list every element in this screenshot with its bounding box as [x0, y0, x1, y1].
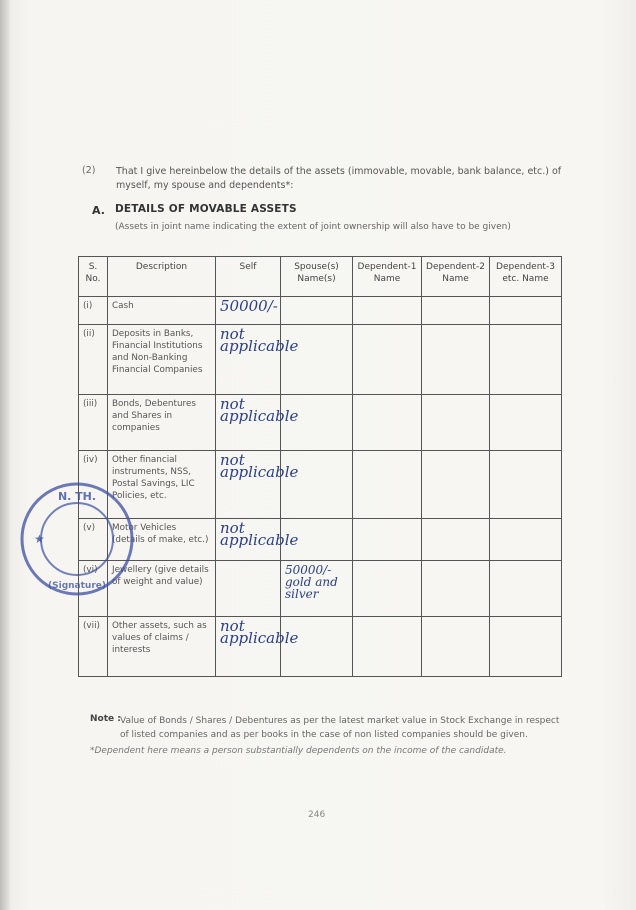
- cell-dependent-1: [353, 395, 422, 451]
- official-stamp: [18, 480, 136, 598]
- cell-self-handwritten: not applicable: [216, 325, 281, 395]
- para-number: (2): [82, 165, 96, 176]
- cell-spouse: [281, 451, 353, 519]
- cell-dependent-2: [422, 451, 490, 519]
- section-letter: A.: [92, 204, 105, 217]
- cell-description: Cash: [108, 297, 216, 325]
- section-note: (Assets in joint name indicating the extent of joint ownership will also have to be given): [115, 222, 511, 232]
- cell-description: Other assets, such as values of claims / interests: [108, 617, 216, 677]
- cell-dependent-2: [422, 395, 490, 451]
- cell-sno: (iii): [79, 395, 108, 451]
- cell-description: Jewellery (give details of weight and value): [108, 561, 216, 617]
- note-label: Note :: [90, 714, 121, 724]
- header-sno: S. No.: [79, 257, 108, 297]
- cell-self-handwritten: 50000/-: [216, 297, 281, 325]
- table-header-row: [79, 257, 562, 297]
- cell-spouse-handwritten: 50000/- gold and silver: [281, 561, 353, 617]
- cell-dependent-3: [490, 325, 562, 395]
- cell-self-handwritten: not applicable: [216, 519, 281, 561]
- cell-dependent-2: [422, 519, 490, 561]
- cell-dependent-1: [353, 451, 422, 519]
- cell-spouse: [281, 325, 353, 395]
- cell-dependent-2: [422, 617, 490, 677]
- header-dependent-2: Dependent-2 Name: [422, 257, 490, 297]
- cell-dependent-2: [422, 325, 490, 395]
- cell-sno: (ii): [79, 325, 108, 395]
- page-binding-edge: [0, 0, 10, 910]
- cell-self-handwritten: [216, 561, 281, 617]
- section-title: DETAILS OF MOVABLE ASSETS: [115, 203, 297, 215]
- header-description: Description: [108, 257, 216, 297]
- cell-sno: (vi): [79, 561, 108, 617]
- cell-description: Other financial instruments, NSS, Postal Savings, LIC Policies, etc.: [108, 451, 216, 519]
- footnote: *Dependent here means a person substantially dependents on the income of the candidate.: [90, 746, 507, 756]
- cell-self-handwritten: not applicable: [216, 395, 281, 451]
- header-dependent-3: Dependent-3 etc. Name: [490, 257, 562, 297]
- cell-dependent-1: [353, 561, 422, 617]
- cell-dependent-1: [353, 617, 422, 677]
- cell-spouse: [281, 297, 353, 325]
- table-row: [79, 297, 562, 325]
- star-icon: ★: [34, 532, 45, 546]
- page-number: 246: [308, 810, 326, 820]
- cell-self-handwritten: not applicable: [216, 451, 281, 519]
- cell-dependent-2: [422, 297, 490, 325]
- stamp-inner-ring: [41, 503, 113, 575]
- note-text: Value of Bonds / Shares / Debentures as per the latest market value in Stock Exchange in respect of listed companies and as per books in the case of non listed companies should be given.: [120, 716, 560, 740]
- cell-sno: (i): [79, 297, 108, 325]
- para-text: That I give hereinbelow the details of the assets (immovable, movable, bank balance, etc.) of myself, my spouse and dependents*:: [116, 166, 562, 191]
- cell-dependent-3: [490, 297, 562, 325]
- table-row: [79, 325, 562, 395]
- cell-sno: (iv): [79, 451, 108, 519]
- cell-dependent-3: [490, 451, 562, 519]
- stamp-text-top: N. TH.: [57, 490, 97, 503]
- table-row: [79, 519, 562, 561]
- cell-description: Bonds, Debentures and Shares in companies: [108, 395, 216, 451]
- table-row: [79, 395, 562, 451]
- stamp-text-bottom: (Signature): [48, 581, 106, 591]
- cell-sno: (vii): [79, 617, 108, 677]
- cell-dependent-3: [490, 561, 562, 617]
- cell-dependent-1: [353, 297, 422, 325]
- cell-dependent-1: [353, 325, 422, 395]
- table-row: [79, 617, 562, 677]
- cell-description: Deposits in Banks, Financial Institutions and Non-Banking Financial Companies: [108, 325, 216, 395]
- table-row: [79, 451, 562, 519]
- cell-dependent-3: [490, 519, 562, 561]
- cell-dependent-2: [422, 561, 490, 617]
- table-row: [79, 561, 562, 617]
- header-self: Self: [216, 257, 281, 297]
- cell-self-handwritten: not applicable: [216, 617, 281, 677]
- header-dependent-1: Dependent-1 Name: [353, 257, 422, 297]
- cell-sno: (v): [79, 519, 108, 561]
- header-spouse: Spouse(s) Name(s): [281, 257, 353, 297]
- assets-table: [78, 256, 562, 677]
- cell-dependent-3: [490, 395, 562, 451]
- cell-description: Motor Vehicles (details of make, etc.): [108, 519, 216, 561]
- cell-dependent-1: [353, 519, 422, 561]
- cell-dependent-3: [490, 617, 562, 677]
